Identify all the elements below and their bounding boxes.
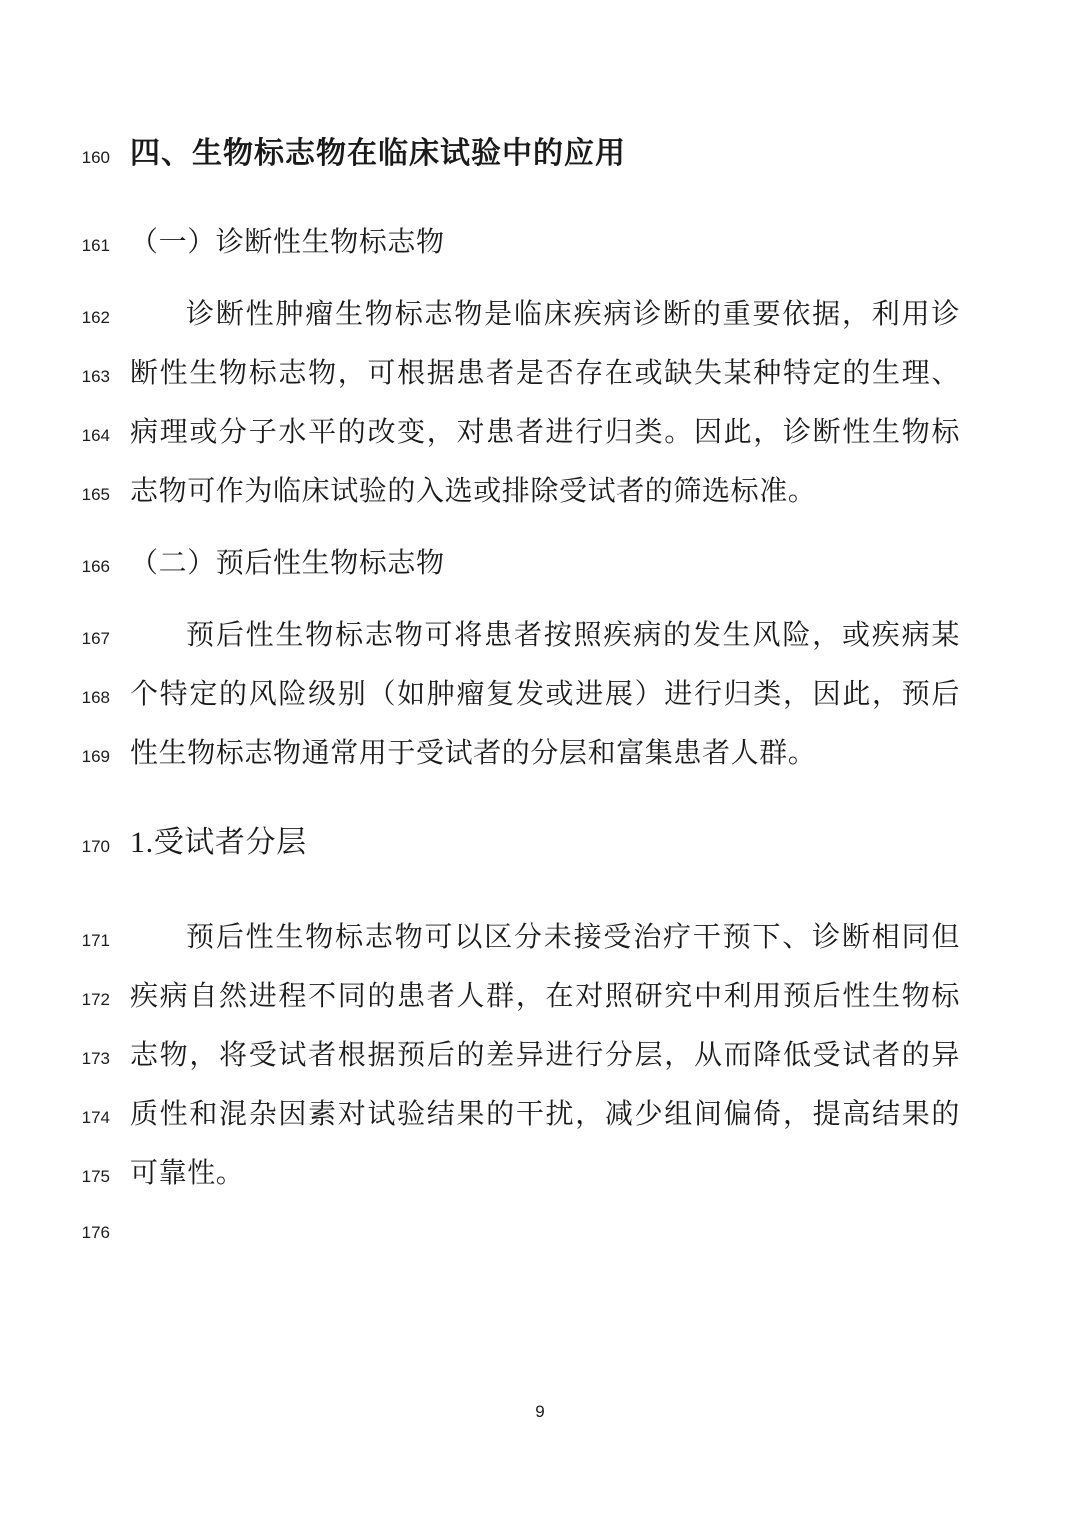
document-line-172 — [0, 969, 1080, 1028]
line-text: 预后性生物标志物可以区分未接受治疗干预下、诊断相同但 — [186, 922, 960, 953]
line-text: 四、生物标志物在临床试验中的应用 — [130, 137, 626, 170]
document-line-165 — [0, 464, 1080, 523]
document-line-166 — [0, 536, 1080, 595]
line-number: 176 — [81, 1223, 110, 1242]
document-line-163 — [0, 346, 1080, 405]
document-line-175 — [0, 1146, 1080, 1205]
line-text: （二）预后性生物标志物 — [130, 548, 445, 579]
line-text: 病理或分子水平的改变，对患者进行归类。因此，诊断性生物标 — [130, 417, 960, 448]
line-number: 168 — [81, 688, 110, 707]
line-text: 1.受试者分层 — [130, 826, 307, 859]
document-line-170 — [0, 815, 1080, 875]
line-text: 诊断性肿瘤生物标志物是临床疾病诊断的重要依据，利用诊 — [186, 299, 960, 330]
line-number: 162 — [81, 308, 110, 327]
line-number: 165 — [81, 485, 110, 504]
document-line-164 — [0, 405, 1080, 464]
line-number: 166 — [81, 557, 110, 576]
line-text: 志物可作为临床试验的入选或排除受试者的筛选标准。 — [130, 476, 817, 507]
document-line-160 — [0, 126, 1080, 186]
line-text: 预后性生物标志物可将患者按照疾病的发生风险，或疾病某 — [186, 620, 960, 651]
line-text: 志物，将受试者根据预后的差异进行分层，从而降低受试者的异 — [130, 1040, 960, 1071]
line-number: 171 — [81, 931, 110, 950]
line-number: 167 — [81, 629, 110, 648]
line-text: 可靠性。 — [130, 1158, 245, 1189]
document-line-174 — [0, 1087, 1080, 1146]
line-text: 疾病自然进程不同的患者人群，在对照研究中利用预后性生物标 — [130, 981, 960, 1012]
line-number: 169 — [81, 747, 110, 766]
line-text: 质性和混杂因素对试验结果的干扰，减少组间偏倚，提高结果的 — [130, 1099, 960, 1130]
line-number: 164 — [81, 426, 110, 445]
line-number: 175 — [81, 1167, 110, 1186]
line-number: 172 — [81, 990, 110, 1009]
line-number: 163 — [81, 367, 110, 386]
line-number: 174 — [81, 1108, 110, 1127]
line-number: 161 — [81, 236, 110, 255]
line-number: 170 — [81, 837, 110, 856]
document-line-167 — [0, 608, 1080, 667]
document-line-168 — [0, 667, 1080, 726]
line-number: 173 — [81, 1049, 110, 1068]
line-text: 个特定的风险级别（如肿瘤复发或进展）进行归类，因此，预后 — [130, 679, 960, 710]
document-line-176 — [0, 1205, 1080, 1261]
line-text: （一）诊断性生物标志物 — [130, 227, 445, 258]
line-text: 断性生物标志物，可根据患者是否存在或缺失某种特定的生理、 — [130, 358, 960, 389]
document-line-161 — [0, 215, 1080, 274]
document-line-169 — [0, 726, 1080, 785]
document-line-173 — [0, 1028, 1080, 1087]
page-number: 9 — [535, 1402, 545, 1421]
page-footer — [0, 1402, 1080, 1422]
document-line-171 — [0, 910, 1080, 969]
line-number: 160 — [81, 148, 110, 167]
line-text: 性生物标志物通常用于受试者的分层和富集患者人群。 — [130, 738, 817, 769]
lines-container — [0, 126, 1080, 1261]
document-line-162 — [0, 287, 1080, 346]
